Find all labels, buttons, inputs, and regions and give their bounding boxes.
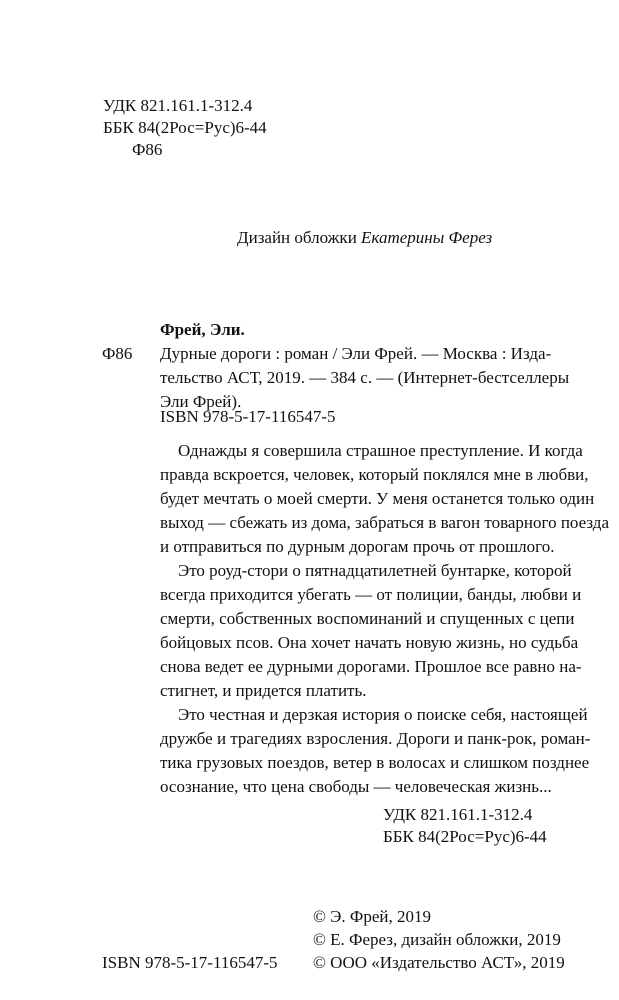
author-heading: Фрей, Эли.: [160, 320, 245, 339]
annotation-paragraph-1: [160, 439, 609, 559]
annotation-line: Это роуд-стори о пятнадцатилетней бунтарке, которой: [178, 561, 572, 580]
bbk-code-top: ББК 84(2Рос=Рус)6-44: [103, 118, 267, 137]
isbn-entry: ISBN 978-5-17-116547-5: [160, 407, 336, 426]
annotation-line: Однажды я совершила страшное преступление. И когда: [178, 441, 583, 460]
copyright-cover-design: © Е. Ферез, дизайн обложки, 2019: [313, 930, 561, 949]
bbk-code-bottom: ББК 84(2Рос=Рус)6-44: [383, 827, 547, 846]
annotation-paragraph-2: [160, 559, 582, 703]
bibliographic-description: [160, 342, 570, 414]
description-line: Дурные дороги : роман / Эли Фрей. — Москва : Изда-: [160, 344, 552, 363]
isbn-bottom: ISBN 978-5-17-116547-5: [102, 953, 278, 972]
cover-design-credit: [237, 226, 492, 250]
annotation-line: всегда приходится убегать — от полиции, банды, любви и: [160, 585, 582, 604]
annotation-line: и отправиться по дурным дорогам прочь от прошлого.: [160, 537, 555, 556]
annotation-line: стигнет, и придется платить.: [160, 681, 367, 700]
annotation-line: бойцовых псов. Она хочет начать новую жизнь, но судьба: [160, 633, 579, 652]
author-mark-top: Ф86: [132, 140, 163, 159]
udk-code-bottom: УДК 821.161.1-312.4: [383, 805, 533, 824]
annotation-line: тика грузовых поездов, ветер в волосах и слишком позднее: [160, 753, 590, 772]
cover-designer-name: Екатерины Ферез: [361, 228, 493, 247]
cover-credit-prefix: Дизайн обложки: [237, 228, 357, 247]
copyright-author: © Э. Фрей, 2019: [313, 907, 431, 926]
annotation-line: смерти, собственных воспоминаний и спущенных с цепи: [160, 609, 575, 628]
annotation-paragraph-3: [160, 703, 591, 799]
annotation-line: осознание, что цена свободы — человеческая жизнь...: [160, 777, 552, 796]
annotation-line: Это честная и дерзкая история о поиске себя, настоящей: [178, 705, 588, 724]
annotation-line: снова ведет ее дурными дорогами. Прошлое все равно на-: [160, 657, 582, 676]
author-mark: Ф86: [102, 344, 133, 363]
annotation-line: правда вскроется, человек, который поклялся мне в любви,: [160, 465, 589, 484]
udk-code-top: УДК 821.161.1-312.4: [103, 96, 253, 115]
annotation-line: дружбе и трагедиях взросления. Дороги и панк-рок, роман-: [160, 729, 591, 748]
description-line: Эли Фрей).: [160, 392, 242, 411]
annotation-line: будет мечтать о моей смерти. У меня останется только один: [160, 489, 595, 508]
description-line: тельство АСТ, 2019. — 384 с. — (Интернет-бестселлеры: [160, 368, 570, 387]
copyright-publisher: © ООО «Издательство АСТ», 2019: [313, 953, 565, 972]
annotation-line: выход — сбежать из дома, забраться в вагон товарного поезда: [160, 513, 609, 532]
